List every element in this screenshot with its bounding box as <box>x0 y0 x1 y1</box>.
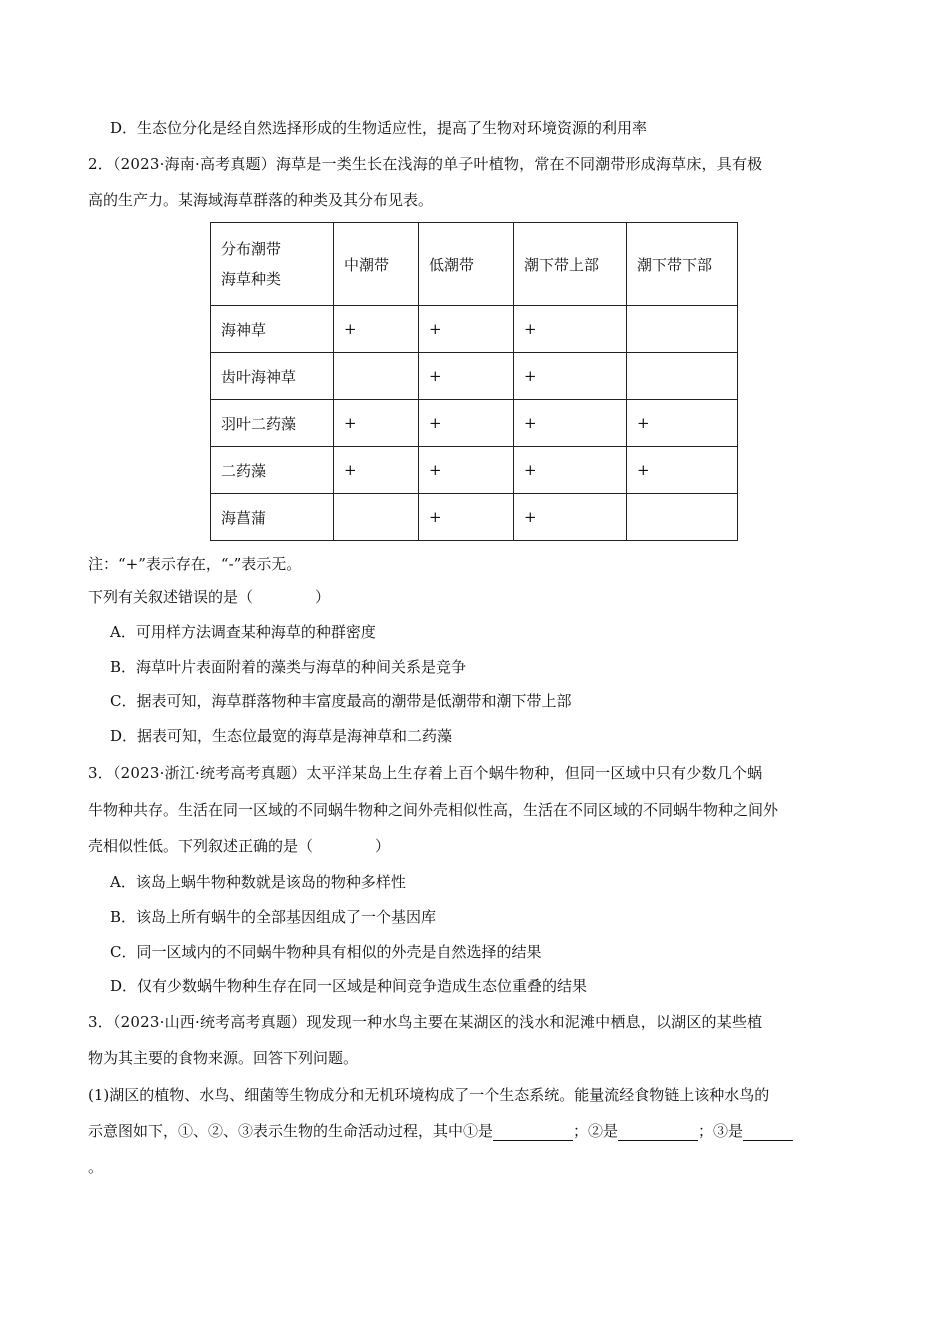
row-species-name: 海菖蒲 <box>211 494 334 541</box>
q3-stem-line2: 牛物种共存。生活在同一区域的不同蜗牛物种之间外壳相似性高，生活在不同区域的不同蜗牛物种之间外 <box>88 801 779 819</box>
table-row <box>211 494 738 541</box>
column-header: 潮下带上部 <box>514 223 627 306</box>
q2-stem-line2: 高的生产力。某海域海草群落的种类及其分布见表。 <box>88 191 434 209</box>
q2-question-text: 下列有关叙述错误的是（ <box>88 588 254 606</box>
table-cell: + <box>627 400 738 447</box>
q4-sub1-line1: (1)湖区的植物、水鸟、细菌等生物成分和无机环境构成了一个生态系统。能量流经食物链上该种水鸟的 <box>88 1086 770 1104</box>
q1-option-d: D．生态位分化是经自然选择形成的生物适应性，提高了生物对环境资源的利用率 <box>110 119 648 137</box>
corner-bottom-label: 海草种类 <box>221 270 282 288</box>
table-cell: + <box>514 353 627 400</box>
q3-option-d: D．仅有少数蜗牛物种生存在同一区域是种间竞争造成生态位重叠的结果 <box>110 977 588 995</box>
seagrass-distribution-table <box>210 222 738 541</box>
table-cell: + <box>514 400 627 447</box>
table-cell: + <box>334 306 419 353</box>
answer-blank-3[interactable] <box>743 1124 793 1141</box>
q4-sub1-text: 示意图如下，①、②、③表示生物的生命活动过程，其中①是 <box>88 1122 494 1140</box>
q4-stem-line2: 物为其主要的食物来源。回答下列问题。 <box>88 1049 359 1067</box>
q4-sub1-sep2: ；③是 <box>698 1122 744 1140</box>
table-row <box>211 306 738 353</box>
q4-stem-line1: 3．（2023·山西·统考高考真题）现发现一种水鸟主要在某湖区的浅水和泥滩中栖息，以湖区的某些植 <box>88 1013 763 1031</box>
table-header-row <box>211 223 738 306</box>
column-header: 低潮带 <box>419 223 514 306</box>
q2-question <box>88 587 330 607</box>
table-corner-cell <box>211 223 334 306</box>
table-cell: + <box>419 494 514 541</box>
q2-option-d: D．据表可知，生态位最宽的海草是海神草和二药藻 <box>110 727 453 745</box>
table-cell <box>627 494 738 541</box>
row-species-name: 二药藻 <box>211 447 334 494</box>
answer-blank-1[interactable] <box>493 1124 573 1141</box>
table-cell: + <box>334 400 419 447</box>
q2-option-c: C．据表可知，海草群落物种丰富度最高的潮带是低潮带和潮下带上部 <box>110 692 572 710</box>
row-species-name: 齿叶海神草 <box>211 353 334 400</box>
table-cell: + <box>514 494 627 541</box>
table-cell <box>627 306 738 353</box>
table-note: 注：“+”表示存在，“-”表示无。 <box>88 555 302 573</box>
answer-blank-2[interactable] <box>618 1124 698 1141</box>
q2-stem-line1: 2．（2023·海南·高考真题）海草是一类生长在浅海的单子叶植物，常在不同潮带形成海草床，具有极 <box>88 155 763 173</box>
table-cell: + <box>334 447 419 494</box>
q2-option-b: B．海草叶片表面附着的藻类与海草的种间关系是竞争 <box>110 658 467 676</box>
q4-sub1-line2 <box>88 1121 793 1141</box>
table-cell <box>334 353 419 400</box>
q3-stem-line3-close: ） <box>375 837 391 855</box>
table-cell: + <box>419 306 514 353</box>
table-cell: + <box>627 447 738 494</box>
q4-sub1-end: 。 <box>88 1158 104 1176</box>
row-species-name: 羽叶二药藻 <box>211 400 334 447</box>
q3-option-a: A．该岛上蜗牛物种数就是该岛的物种多样性 <box>110 873 406 891</box>
q2-option-a: A．可用样方法调查某种海草的种群密度 <box>110 623 376 641</box>
row-species-name: 海神草 <box>211 306 334 353</box>
table-cell <box>334 494 419 541</box>
corner-top-label: 分布潮带 <box>221 240 282 258</box>
table-cell: + <box>514 447 627 494</box>
table-row <box>211 400 738 447</box>
table-cell: + <box>419 353 514 400</box>
table-cell: + <box>419 400 514 447</box>
q3-stem-line1: 3．（2023·浙江·统考高考真题）太平洋某岛上生存着上百个蜗牛物种，但同一区域中只有少数几个蜗 <box>88 764 763 782</box>
column-header: 中潮带 <box>334 223 419 306</box>
q4-sub1-sep1: ；②是 <box>573 1122 619 1140</box>
column-header: 潮下带下部 <box>627 223 738 306</box>
q3-option-b: B．该岛上所有蜗牛的全部基因组成了一个基因库 <box>110 908 437 926</box>
table-cell <box>627 353 738 400</box>
q3-stem-line3 <box>88 836 390 856</box>
q3-stem-line3-text: 壳相似性低。下列叙述正确的是（ <box>88 837 314 855</box>
table-cell: + <box>514 306 627 353</box>
table-row <box>211 447 738 494</box>
table-cell: + <box>419 447 514 494</box>
q2-question-close: ） <box>315 588 331 606</box>
table-row <box>211 353 738 400</box>
q3-option-c: C．同一区域内的不同蜗牛物种具有相似的外壳是自然选择的结果 <box>110 943 542 961</box>
